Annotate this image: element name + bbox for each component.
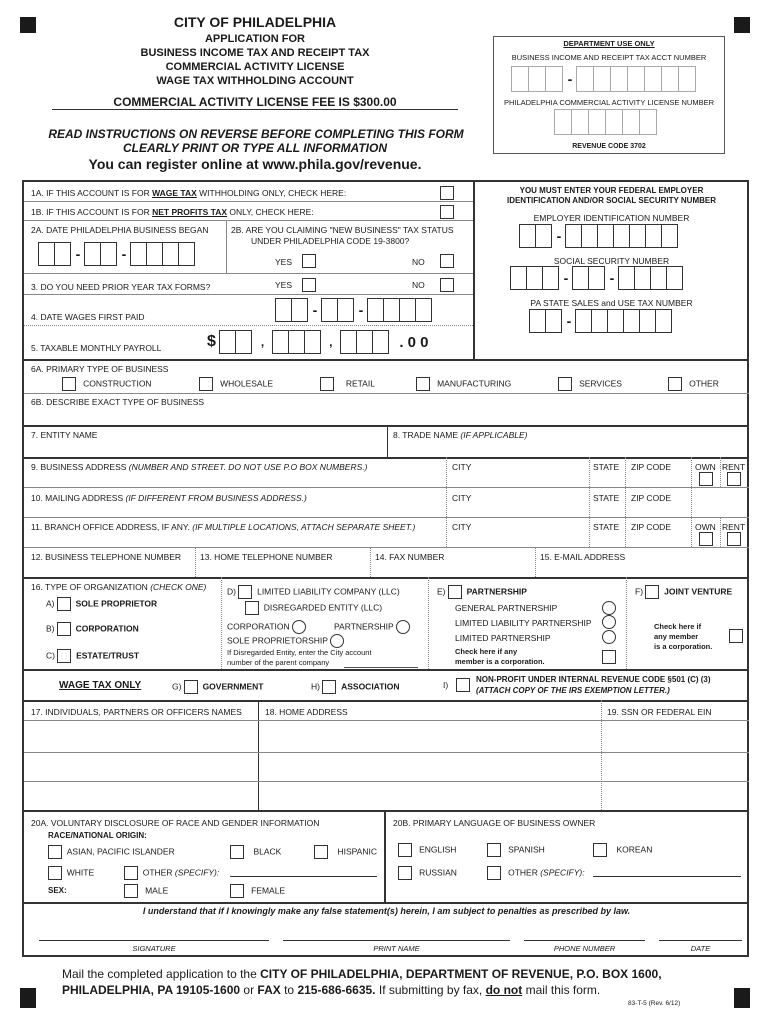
q2b-yes-label: YES: [275, 257, 293, 267]
q10-city-label: CITY: [452, 493, 472, 503]
q15-label: 15. E-MAIL ADDRESS: [540, 552, 626, 562]
q11-rent-checkbox[interactable]: [727, 532, 741, 546]
q16-f[interactable]: F) JOINT VENTURE: [635, 585, 732, 599]
q6a-other[interactable]: OTHER: [668, 377, 719, 391]
joint-venture-checkbox[interactable]: [645, 585, 659, 599]
q10-state-label: STATE: [593, 493, 620, 503]
home-address-row-1[interactable]: [259, 721, 600, 752]
race-hispanic[interactable]: HISPANIC: [314, 845, 377, 859]
trade-name-input[interactable]: [390, 441, 748, 457]
q6a-wholesale[interactable]: WHOLESALE: [199, 377, 273, 391]
lang-spanish[interactable]: SPANISH: [487, 843, 545, 857]
signature-label: SIGNATURE: [132, 944, 176, 953]
registration-mark-bottom-left: [20, 988, 36, 1008]
q6a-services[interactable]: SERVICES: [558, 377, 622, 391]
q16-d-note-1: If Disregarded Entity, enter the City account: [227, 648, 372, 657]
print-name-label: PRINT NAME: [373, 944, 420, 953]
q10-label: 10. MAILING ADDRESS (IF DIFFERENT FROM BUSINESS ADDRESS.): [31, 493, 307, 503]
revenue-code: REVENUE CODE 3702: [572, 143, 646, 150]
q6a-retail[interactable]: RETAIL: [320, 377, 375, 391]
officer-name-row-3[interactable]: [24, 782, 257, 810]
lang-english[interactable]: ENGLISH: [398, 843, 456, 857]
acct-number-label: BUSINESS INCOME AND RECEIPT TAX ACCT NUMBER: [511, 53, 707, 62]
home-address-row-3[interactable]: [259, 782, 600, 810]
application-for: APPLICATION FOR: [204, 33, 305, 45]
race-white[interactable]: WHITE: [48, 866, 94, 880]
q3-yes-checkbox[interactable]: [302, 278, 316, 292]
fee-underline: [52, 109, 458, 110]
ssn-label: SOCIAL SECURITY NUMBER: [553, 256, 670, 266]
q5-payroll-field[interactable]: $ , , . 0 0: [207, 330, 429, 354]
russian-checkbox[interactable]: [398, 866, 412, 880]
date-label: DATE: [690, 944, 711, 953]
q16-i-letter: I): [443, 680, 449, 690]
q2b-label-2: UNDER PHILADELPHIA CODE 19-3800?: [251, 236, 410, 246]
sex-label: SEX:: [48, 886, 67, 895]
d-corporation-radio[interactable]: [292, 620, 306, 634]
q11-city-label: CITY: [452, 522, 472, 532]
registration-mark-top-right: [734, 17, 750, 33]
ids-heading-1: YOU MUST ENTER YOUR FEDERAL EMPLOYER: [519, 186, 704, 195]
wage-tax-only-label: WAGE TAX ONLY: [59, 680, 142, 691]
instructions-line-1: READ INSTRUCTIONS ON REVERSE BEFORE COMPLETING THIS FORM: [48, 127, 464, 141]
instructions-line-2: CLEARLY PRINT OR TYPE ALL INFORMATION: [123, 141, 387, 155]
q16-d-note-2: number of the parent company: [227, 658, 330, 667]
q4-label: 4. DATE WAGES FIRST PAID: [31, 312, 145, 322]
parent-account-input[interactable]: [344, 667, 418, 668]
q2a-label: 2A. DATE PHILADELPHIA BUSINESS BEGAN: [31, 225, 209, 235]
q16-f-check-3: is a corporation.: [654, 642, 713, 651]
q17-label: 17. INDIVIDUALS, PARTNERS OR OFFICERS NAMES: [31, 707, 242, 717]
q11-own-checkbox[interactable]: [699, 532, 713, 546]
q12-label: 12. BUSINESS TELEPHONE NUMBER: [31, 552, 182, 562]
q6a-label: 6A. PRIMARY TYPE OF BUSINESS: [31, 364, 169, 374]
q16-i-line-2: (ATTACH COPY OF THE IRS EXEMPTION LETTER.): [476, 686, 670, 695]
header-line-3: WAGE TAX WITHHOLDING ACCOUNT: [156, 75, 354, 87]
department-use-title: DEPARTMENT USE ONLY: [563, 39, 655, 48]
e-member-corporation-checkbox[interactable]: [602, 650, 616, 664]
q16-e-check-2: member is a corporation.: [455, 657, 545, 666]
korean-checkbox[interactable]: [593, 843, 607, 857]
certification-statement: I understand that if I knowingly make any false statement(s) herein, I am subject to penalties as prescribed by law.: [142, 906, 631, 916]
q7-label: 7. ENTITY NAME: [31, 430, 98, 440]
q16-d[interactable]: D) LIMITED LIABILITY COMPANY (LLC): [227, 585, 400, 599]
government-checkbox[interactable]: [184, 680, 198, 694]
llp-radio[interactable]: [602, 615, 616, 629]
race-label: RACE/NATIONAL ORIGIN:: [48, 831, 147, 840]
q3-label: 3. DO YOU NEED PRIOR YEAR TAX FORMS?: [31, 282, 211, 292]
d-partnership-radio[interactable]: [396, 620, 410, 634]
q20a-label: 20A. VOLUNTARY DISCLOSURE OF RACE AND GENDER INFORMATION: [31, 818, 320, 828]
q11-label: 11. BRANCH OFFICE ADDRESS, IF ANY. (IF MULTIPLE LOCATIONS, ATTACH SEPARATE SHEET.): [31, 522, 416, 532]
lang-russian[interactable]: RUSSIAN: [398, 866, 457, 880]
nonprofit-checkbox[interactable]: [456, 678, 470, 692]
q16-b[interactable]: B) CORPORATION: [46, 622, 139, 636]
q1b-label: 1B. IF THIS ACCOUNT IS FOR NET PROFITS TAX ONLY, CHECK HERE:: [31, 207, 314, 217]
q16-f-check-1: Check here if: [654, 622, 702, 631]
q16-a[interactable]: A) SOLE PROPRIETOR: [46, 597, 157, 611]
q16-e-check-1: Check here if any: [455, 647, 518, 656]
q16-label: 16. TYPE OF ORGANIZATION (CHECK ONE): [31, 582, 207, 592]
q11-own-label: OWN: [695, 522, 716, 532]
llc-checkbox[interactable]: [238, 585, 252, 599]
q16-e-general: GENERAL PARTNERSHIP: [455, 603, 558, 613]
limited-partnership-radio[interactable]: [602, 630, 616, 644]
ein-field[interactable]: -: [520, 224, 678, 248]
q3-yes-label: YES: [275, 280, 293, 290]
q1a-label: 1A. IF THIS ACCOUNT IS FOR WAGE TAX WITHHOLDING ONLY, CHECK HERE:: [31, 188, 347, 198]
q6b-label: 6B. DESCRIBE EXACT TYPE OF BUSINESS: [31, 397, 205, 407]
city-title: CITY OF PHILADELPHIA: [173, 14, 337, 30]
registration-mark-bottom-right: [734, 988, 750, 1008]
acct-number-field[interactable]: -: [512, 66, 696, 92]
q16-e[interactable]: E) PARTNERSHIP: [437, 585, 527, 599]
q6b-input[interactable]: [24, 407, 749, 425]
q9-state-label: STATE: [593, 462, 620, 472]
q9-own-checkbox[interactable]: [699, 472, 713, 486]
ssn-field[interactable]: - -: [511, 266, 683, 290]
online-registration-note: You can register online at www.phila.gov/revenue.: [88, 156, 422, 172]
q5-label: 5. TAXABLE MONTHLY PAYROLL: [31, 343, 162, 353]
q2b-no-checkbox[interactable]: [440, 254, 454, 268]
ein-label: EMPLOYER IDENTIFICATION NUMBER: [533, 213, 690, 223]
q3-no-label: NO: [412, 280, 425, 290]
female-checkbox[interactable]: [230, 884, 244, 898]
q11-zip-label: ZIP CODE: [631, 522, 671, 532]
q9-own-label: OWN: [695, 462, 716, 472]
q16-d-disregarded[interactable]: DISREGARDED ENTITY (LLC): [245, 601, 382, 615]
ssn-ein-row-2[interactable]: [602, 753, 748, 781]
header-line-2: COMMERCIAL ACTIVITY LICENSE: [165, 61, 345, 73]
q2a-date-field[interactable]: - -: [39, 242, 195, 266]
language-other-checkbox[interactable]: [487, 866, 501, 880]
q16-f-check-2: any member: [654, 632, 699, 641]
race-other[interactable]: OTHER (SPECIFY):: [124, 866, 219, 880]
association-checkbox[interactable]: [322, 680, 336, 694]
print-name-line[interactable]: [283, 940, 510, 941]
q6a-manufacturing[interactable]: MANUFACTURING: [416, 377, 511, 391]
q16-i-line-1: NON-PROFIT UNDER INTERNAL REVENUE CODE §501 (C) (3): [476, 675, 711, 684]
q13-label: 13. HOME TELEPHONE NUMBER: [200, 552, 333, 562]
header-line-1: BUSINESS INCOME TAX AND RECEIPT TAX: [140, 47, 370, 59]
race-other-specify-input[interactable]: [230, 876, 377, 877]
spanish-checkbox[interactable]: [487, 843, 501, 857]
general-partnership-radio[interactable]: [602, 601, 616, 615]
ids-heading-2: IDENTIFICATION AND/OR SOCIAL SECURITY NUMBER: [506, 196, 717, 205]
phone-number-line[interactable]: [524, 940, 645, 941]
q16-e-lp: LIMITED PARTNERSHIP: [455, 633, 551, 643]
q11-state-label: STATE: [593, 522, 620, 532]
q4-date-field[interactable]: - -: [276, 298, 432, 322]
q8-label: 8. TRADE NAME (IF APPLICABLE): [393, 430, 528, 440]
partnership-checkbox[interactable]: [448, 585, 462, 599]
f-member-corporation-checkbox[interactable]: [729, 629, 743, 643]
q1b-net-profits-checkbox[interactable]: [440, 205, 454, 219]
white-checkbox[interactable]: [48, 866, 62, 880]
q9-zip-label: ZIP CODE: [631, 462, 671, 472]
q16-c[interactable]: C) ESTATE/TRUST: [46, 649, 139, 663]
estate-trust-checkbox[interactable]: [57, 649, 71, 663]
language-other-specify-input[interactable]: [593, 876, 741, 877]
date-line[interactable]: [659, 940, 742, 941]
sex-male[interactable]: MALE: [124, 884, 168, 898]
q6a-construction[interactable]: CONSTRUCTION: [62, 377, 152, 391]
q19-label: 19. SSN OR FEDERAL EIN: [607, 707, 712, 717]
home-address-row-2[interactable]: [259, 753, 600, 781]
q16-h[interactable]: H) ASSOCIATION: [311, 680, 400, 694]
sole-proprietor-checkbox[interactable]: [57, 597, 71, 611]
q9-rent-label: RENT: [722, 462, 746, 472]
q9-rent-checkbox[interactable]: [727, 472, 741, 486]
q18-label: 18. HOME ADDRESS: [265, 707, 348, 717]
retail-checkbox[interactable]: [320, 377, 334, 391]
q16-d-sole[interactable]: SOLE PROPRIETORSHIP: [227, 634, 344, 648]
phone-number-label: PHONE NUMBER: [553, 944, 616, 953]
services-checkbox[interactable]: [558, 377, 572, 391]
manufacturing-checkbox[interactable]: [416, 377, 430, 391]
mail-instructions-line-2: PHILADELPHIA, PA 19105-1600 or FAX to 215-686-6635. If submitting by fax, do not mail this form.: [62, 983, 601, 997]
hispanic-checkbox[interactable]: [314, 845, 328, 859]
q20b-label: 20B. PRIMARY LANGUAGE OF BUSINESS OWNER: [393, 818, 596, 828]
q2b-no-label: NO: [412, 257, 425, 267]
race-other-checkbox[interactable]: [124, 866, 138, 880]
license-number-label: PHILADELPHIA COMMERCIAL ACTIVITY LICENSE NUMBER: [503, 98, 715, 107]
pa-tax-field[interactable]: -: [530, 309, 672, 333]
disregarded-entity-checkbox[interactable]: [245, 601, 259, 615]
q9-label: 9. BUSINESS ADDRESS (NUMBER AND STREET. DO NOT USE P.O BOX NUMBERS.): [31, 462, 368, 472]
q14-label: 14. FAX NUMBER: [375, 552, 445, 562]
male-checkbox[interactable]: [124, 884, 138, 898]
officer-name-row-1[interactable]: [24, 721, 257, 752]
q2b-yes-checkbox[interactable]: [302, 254, 316, 268]
q10-zip-label: ZIP CODE: [631, 493, 671, 503]
wholesale-checkbox[interactable]: [199, 377, 213, 391]
ssn-ein-row-1[interactable]: [602, 721, 748, 752]
q16-g[interactable]: G) GOVERNMENT: [172, 680, 263, 694]
q16-e-llp: LIMITED LIABILITY PARTNERSHIP: [455, 618, 592, 628]
q3-no-checkbox[interactable]: [440, 278, 454, 292]
q2b-label-1: 2B. ARE YOU CLAIMING "NEW BUSINESS" TAX STATUS: [231, 225, 454, 235]
corporation-checkbox[interactable]: [57, 622, 71, 636]
lang-korean[interactable]: KOREAN: [593, 843, 652, 857]
q9-city-label: CITY: [452, 462, 472, 472]
lang-other[interactable]: OTHER (SPECIFY):: [487, 866, 585, 880]
form-number: 83-T-5 (Rev. 6/12): [628, 1000, 681, 1007]
d-sole-proprietorship-radio[interactable]: [330, 634, 344, 648]
black-checkbox[interactable]: [230, 845, 244, 859]
other-checkbox[interactable]: [668, 377, 682, 391]
q16-d-partnership[interactable]: PARTNERSHIP: [334, 620, 410, 634]
pa-tax-label: PA STATE SALES and USE TAX NUMBER: [530, 298, 693, 308]
race-asian[interactable]: ASIAN, PACIFIC ISLANDER: [48, 845, 175, 859]
license-number-field[interactable]: [555, 109, 657, 135]
construction-checkbox[interactable]: [62, 377, 76, 391]
mail-instructions-line-1: Mail the completed application to the CITY OF PHILADELPHIA, DEPARTMENT OF REVENUE, P.O. BOX 1600,: [62, 967, 662, 981]
license-fee: COMMERCIAL ACTIVITY LICENSE FEE IS $300.00: [113, 95, 397, 109]
q1a-wage-tax-checkbox[interactable]: [440, 186, 454, 200]
q11-rent-label: RENT: [722, 522, 746, 532]
ssn-ein-row-3[interactable]: [602, 782, 748, 810]
signature-line[interactable]: [39, 940, 269, 941]
race-black[interactable]: BLACK: [230, 845, 281, 859]
officer-name-row-2[interactable]: [24, 753, 257, 781]
q16-d-corporation[interactable]: CORPORATION: [227, 620, 306, 634]
sex-female[interactable]: FEMALE: [230, 884, 285, 898]
department-use-box: [493, 36, 725, 154]
english-checkbox[interactable]: [398, 843, 412, 857]
asian-checkbox[interactable]: [48, 845, 62, 859]
entity-name-input[interactable]: [24, 441, 384, 457]
